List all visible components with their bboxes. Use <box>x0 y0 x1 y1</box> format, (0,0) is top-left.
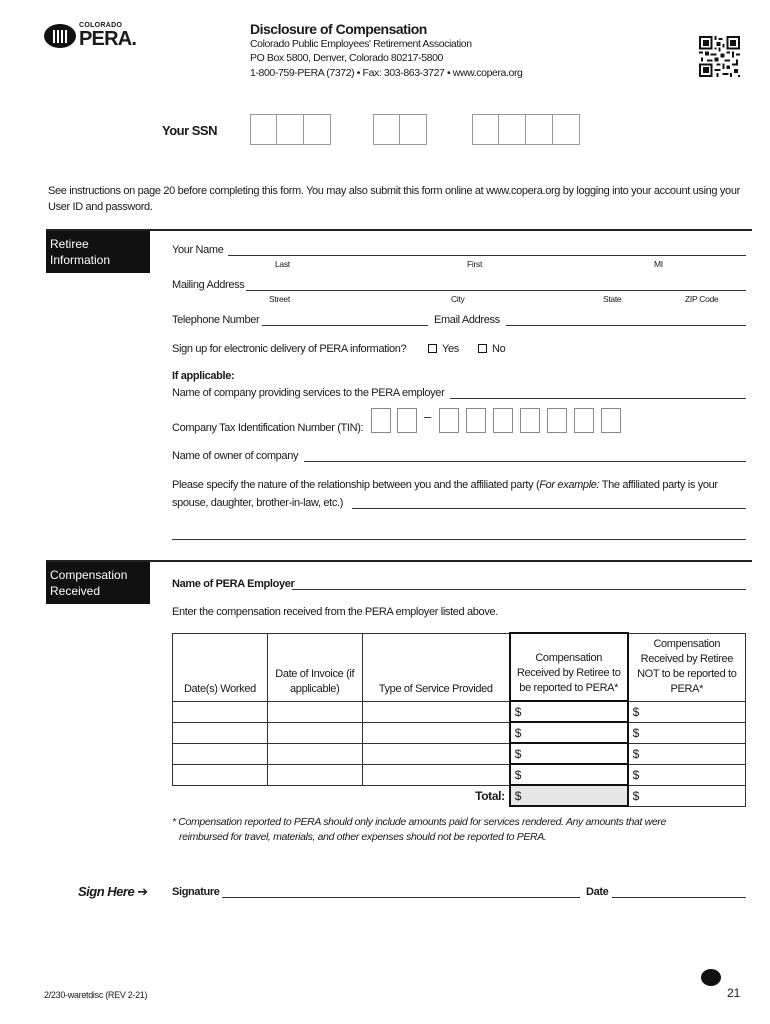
sign-here-label: Sign Here ➔ <box>78 884 148 899</box>
reported-cell[interactable]: $ <box>510 722 628 743</box>
section-label-retiree: Retiree Information <box>46 231 150 273</box>
relationship-field-line2[interactable] <box>172 529 746 540</box>
qr-code-icon <box>699 36 740 77</box>
total-row <box>173 785 746 806</box>
logo-state-text: COLORADO <box>79 22 123 29</box>
email-label: Email Address <box>434 314 500 326</box>
ssn-digit-box[interactable] <box>250 114 277 145</box>
your-name-field[interactable] <box>228 245 746 256</box>
invoice-cell[interactable] <box>267 764 362 785</box>
tin-digit-box[interactable] <box>371 408 391 433</box>
not-reported-cell[interactable]: $ <box>628 743 746 764</box>
owner-label: Name of owner of company <box>172 450 299 462</box>
no-checkbox[interactable] <box>478 344 487 353</box>
telephone-label: Telephone Number <box>172 314 260 326</box>
company-name-label: Name of company providing services to the PERA employer <box>172 387 445 399</box>
service-cell[interactable] <box>362 743 510 764</box>
tin-digit-box[interactable] <box>520 408 540 433</box>
invoice-cell[interactable] <box>267 722 362 743</box>
last-name-sublabel: Last <box>275 259 290 269</box>
tin-digit-box[interactable] <box>493 408 513 433</box>
edelivery-question: Sign up for electronic delivery of PERA information? <box>172 343 407 355</box>
no-label: No <box>492 343 506 355</box>
service-cell[interactable] <box>362 701 510 722</box>
service-cell[interactable] <box>362 764 510 785</box>
state-sublabel: State <box>603 294 622 304</box>
ssn-digit-box[interactable] <box>373 114 400 145</box>
date-label: Date <box>586 886 609 898</box>
org-address: PO Box 5800, Denver, Colorado 80217-5800 <box>250 52 443 64</box>
relationship-prompt: Please specify the nature of the relationship between you and the affiliated party (For example: The affiliated party is your <box>172 479 718 491</box>
instructions-text: See instructions on page 20 before completing this form. You may also submit this form online at www.copera.org by logging into your account using your User ID and password. <box>48 185 740 213</box>
form-title: Disclosure of Compensation <box>250 21 427 37</box>
reported-cell[interactable]: $ <box>510 743 628 764</box>
edelivery-yes-option[interactable] <box>428 343 459 355</box>
edelivery-no-option[interactable] <box>478 343 505 355</box>
street-sublabel: Street <box>269 294 290 304</box>
yes-checkbox[interactable] <box>428 344 437 353</box>
ssn-label: Your SSN <box>162 123 217 138</box>
city-sublabel: City <box>451 294 465 304</box>
mailing-address-field[interactable] <box>246 280 746 291</box>
service-cell[interactable] <box>362 722 510 743</box>
table-row <box>173 743 746 764</box>
enter-compensation-text: Enter the compensation received from the PERA employer listed above. <box>172 606 498 618</box>
not-reported-cell[interactable]: $ <box>628 722 746 743</box>
signature-field[interactable] <box>222 887 580 898</box>
compensation-table <box>172 632 746 807</box>
ssn-group-1 <box>250 114 331 145</box>
table-row <box>173 764 746 785</box>
reported-cell[interactable]: $ <box>510 701 628 722</box>
dates-cell[interactable] <box>173 743 268 764</box>
ssn-digit-box[interactable] <box>499 114 526 145</box>
section-divider <box>46 560 752 562</box>
your-name-label: Your Name <box>172 244 224 256</box>
ssn-digit-box[interactable] <box>553 114 580 145</box>
reported-cell[interactable]: $ <box>510 764 628 785</box>
col-dates-worked: Date(s) Worked <box>173 633 268 701</box>
form-header <box>250 22 522 80</box>
first-name-sublabel: First <box>467 259 483 269</box>
pera-logo <box>44 22 136 49</box>
section-label-compensation: Compensation Received <box>46 562 150 604</box>
col-not-reported-to-pera: Compensation Received by Retiree NOT to be reported to PERA* <box>628 633 746 701</box>
dates-cell[interactable] <box>173 764 268 785</box>
tin-digit-box[interactable] <box>466 408 486 433</box>
signature-label: Signature <box>172 886 220 898</box>
org-name: Colorado Public Employees' Retirement Association <box>250 37 472 50</box>
pera-employer-label: Name of PERA Employer <box>172 578 295 590</box>
total-not-reported-cell[interactable]: $ <box>628 785 746 806</box>
org-contact: 1-800-759-PERA (7372) • Fax: 303-863-3727 • www.copera.org <box>250 66 523 79</box>
form-revision: 2/230-waretdisc (REV 2-21) <box>44 990 148 1000</box>
ssn-digit-box[interactable] <box>304 114 331 145</box>
pera-employer-field[interactable] <box>292 579 746 590</box>
relationship-prompt-line2: spouse, daughter, brother-in-law, etc.) <box>172 497 344 509</box>
ssn-group-3 <box>472 114 580 145</box>
col-reported-to-pera: Compensation Received by Retiree to be reported to PERA* <box>510 633 628 701</box>
dates-cell[interactable] <box>173 701 268 722</box>
mailing-address-label: Mailing Address <box>172 279 245 291</box>
table-row <box>173 701 746 722</box>
dates-cell[interactable] <box>173 722 268 743</box>
invoice-cell[interactable] <box>267 743 362 764</box>
date-field[interactable] <box>612 887 746 898</box>
compensation-footnote: * Compensation reported to PERA should only include amounts paid for services rendered. Any amounts that were reimbursed for travel, materials, and other expenses should not be reported to PERA. <box>172 816 666 843</box>
page-tab-mark <box>701 969 721 986</box>
ssn-digit-box[interactable] <box>472 114 499 145</box>
not-reported-cell[interactable]: $ <box>628 764 746 785</box>
email-field[interactable] <box>506 315 746 326</box>
company-name-field[interactable] <box>450 388 746 399</box>
tin-label: Company Tax Identification Number (TIN): <box>172 422 364 434</box>
total-label: Total: <box>475 788 505 803</box>
tin-digit-box[interactable] <box>397 408 417 433</box>
tin-dash: – <box>424 409 431 424</box>
col-service-type: Type of Service Provided <box>362 633 510 701</box>
ssn-digit-box[interactable] <box>526 114 553 145</box>
not-reported-cell[interactable]: $ <box>628 701 746 722</box>
pera-logo-mark <box>44 24 76 48</box>
logo-pera-text: PERA. <box>79 28 137 50</box>
total-reported-cell[interactable]: $ <box>510 785 628 806</box>
ssn-group-2 <box>373 114 427 145</box>
col-invoice-date: Date of Invoice (if applicable) <box>267 633 362 701</box>
tin-digit-box[interactable] <box>439 408 459 433</box>
if-applicable-heading: If applicable: <box>172 370 235 382</box>
telephone-field[interactable] <box>262 315 428 326</box>
invoice-cell[interactable] <box>267 701 362 722</box>
section-divider <box>46 229 752 231</box>
tin-digit-box[interactable] <box>574 408 594 433</box>
yes-label: Yes <box>442 343 459 355</box>
ssn-digit-box[interactable] <box>400 114 427 145</box>
page-number: 21 <box>727 986 741 1000</box>
table-row <box>173 722 746 743</box>
zip-sublabel: ZIP Code <box>685 294 719 304</box>
relationship-field[interactable] <box>352 498 746 509</box>
tin-digit-box[interactable] <box>601 408 621 433</box>
owner-field[interactable] <box>304 451 746 462</box>
mi-sublabel: MI <box>654 259 663 269</box>
tin-digit-box[interactable] <box>547 408 567 433</box>
ssn-digit-box[interactable] <box>277 114 304 145</box>
